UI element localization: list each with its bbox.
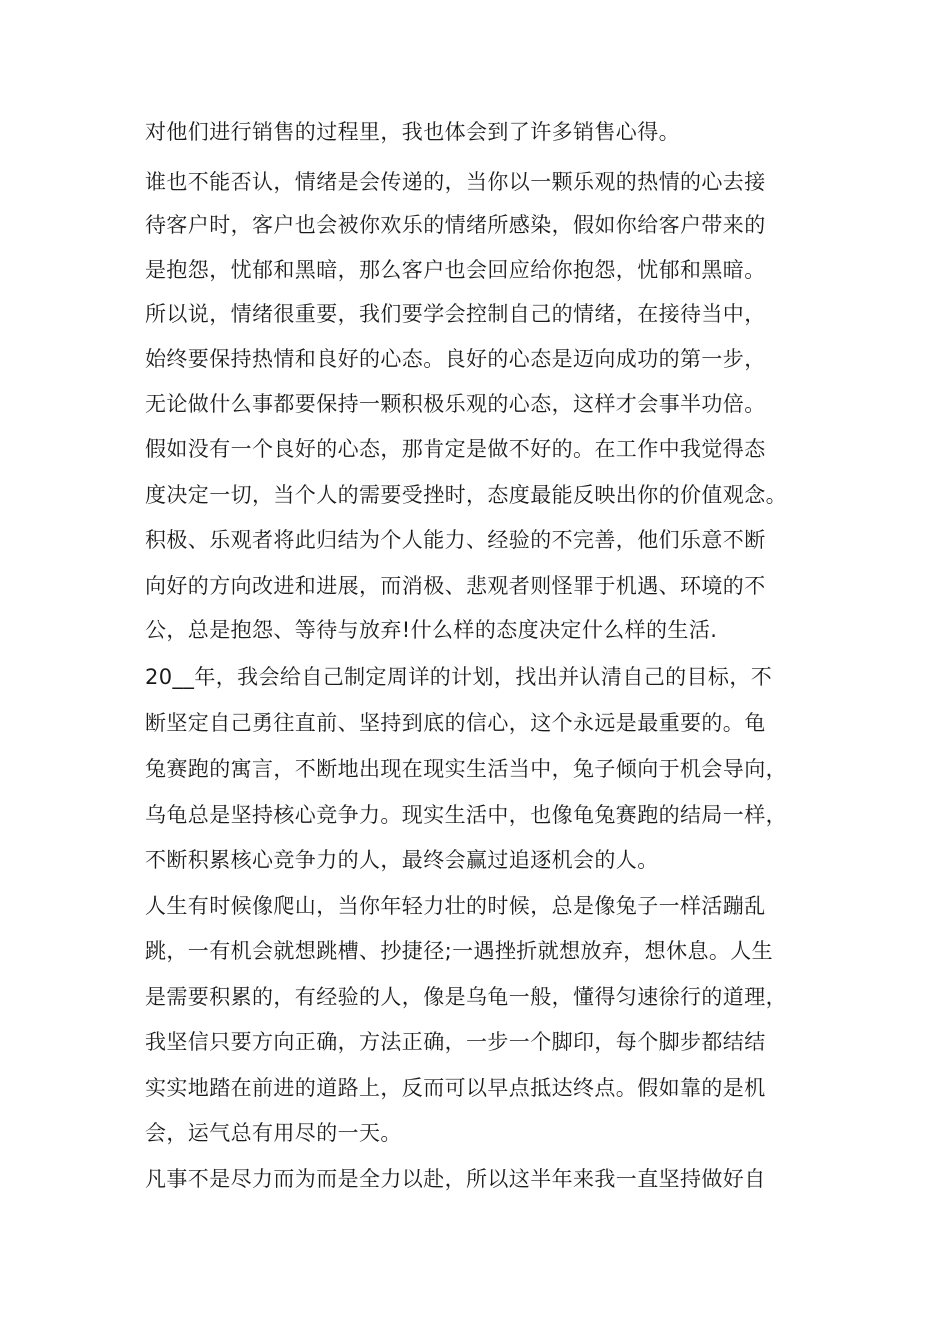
text-line: 人生有时候像爬山，当你年轻力壮的时候，总是像兔子一样活蹦乱 <box>145 894 766 918</box>
text-line: 公，总是抱怨、等待与放弃!什么样的态度决定什么样的生活. <box>145 618 718 642</box>
text-line: 所以说，情绪很重要，我们要学会控制自己的情绪，在接待当中， <box>145 302 766 326</box>
text-line: 会，运气总有用尽的一天。 <box>145 1121 402 1145</box>
text-line: 假如没有一个良好的心态，那肯定是做不好的。在工作中我觉得态 <box>145 437 766 461</box>
text-line: 跳，一有机会就想跳槽、抄捷径;一遇挫折就想放弃，想休息。人生 <box>145 939 774 963</box>
text-line: 度决定一切，当个人的需要受挫时，态度最能反映出你的价值观念。 <box>145 483 787 507</box>
text-line: 对他们进行销售的过程里，我也体会到了许多销售心得。 <box>145 120 680 144</box>
text-line: 实实地踏在前进的道路上，反而可以早点抵达终点。假如靠的是机 <box>145 1076 766 1100</box>
text-line: 是抱怨，忧郁和黑暗，那么客户也会回应给你抱怨，忧郁和黑暗。 <box>145 258 766 282</box>
text-line: 谁也不能否认，情绪是会传递的，当你以一颗乐观的热情的心去接 <box>145 170 766 194</box>
text-line: 无论做什么事都要保持一颗积极乐观的心态，这样才会事半功倍。 <box>145 392 766 416</box>
text-line: 待客户时，客户也会被你欢乐的情绪所感染，假如你给客户带来的 <box>145 213 766 237</box>
text-line: 始终要保持热情和良好的心态。良好的心态是迈向成功的第一步， <box>145 347 766 371</box>
text-line: 不断积累核心竞争力的人，最终会赢过追逐机会的人。 <box>145 848 659 872</box>
text-line: 积极、乐观者将此归结为个人能力、经验的不完善，他们乐意不断 <box>145 528 766 552</box>
text-line: 凡事不是尽力而为而是全力以赴，所以这半年来我一直坚持做好自 <box>145 1167 766 1191</box>
text-line: 向好的方向改进和进展，而消极、悲观者则怪罪于机遇、环境的不 <box>145 574 766 598</box>
text-line: 是需要积累的，有经验的人，像是乌龟一般，懂得匀速徐行的道理， <box>145 985 787 1009</box>
text-line: 断坚定自己勇往直前、坚持到底的信心，这个永远是最重要的。龟 <box>145 711 766 735</box>
text-line: 乌龟总是坚持核心竞争力。现实生活中，也像龟兔赛跑的结局一样， <box>145 803 787 827</box>
text-line: 兔赛跑的寓言，不断地出现在现实生活当中，兔子倾向于机会导向， <box>145 757 787 781</box>
text-line: 20__年，我会给自己制定周详的计划，找出并认清自己的目标，不 <box>145 665 773 689</box>
text-line: 我坚信只要方向正确，方法正确，一步一个脚印，每个脚步都结结 <box>145 1030 766 1054</box>
